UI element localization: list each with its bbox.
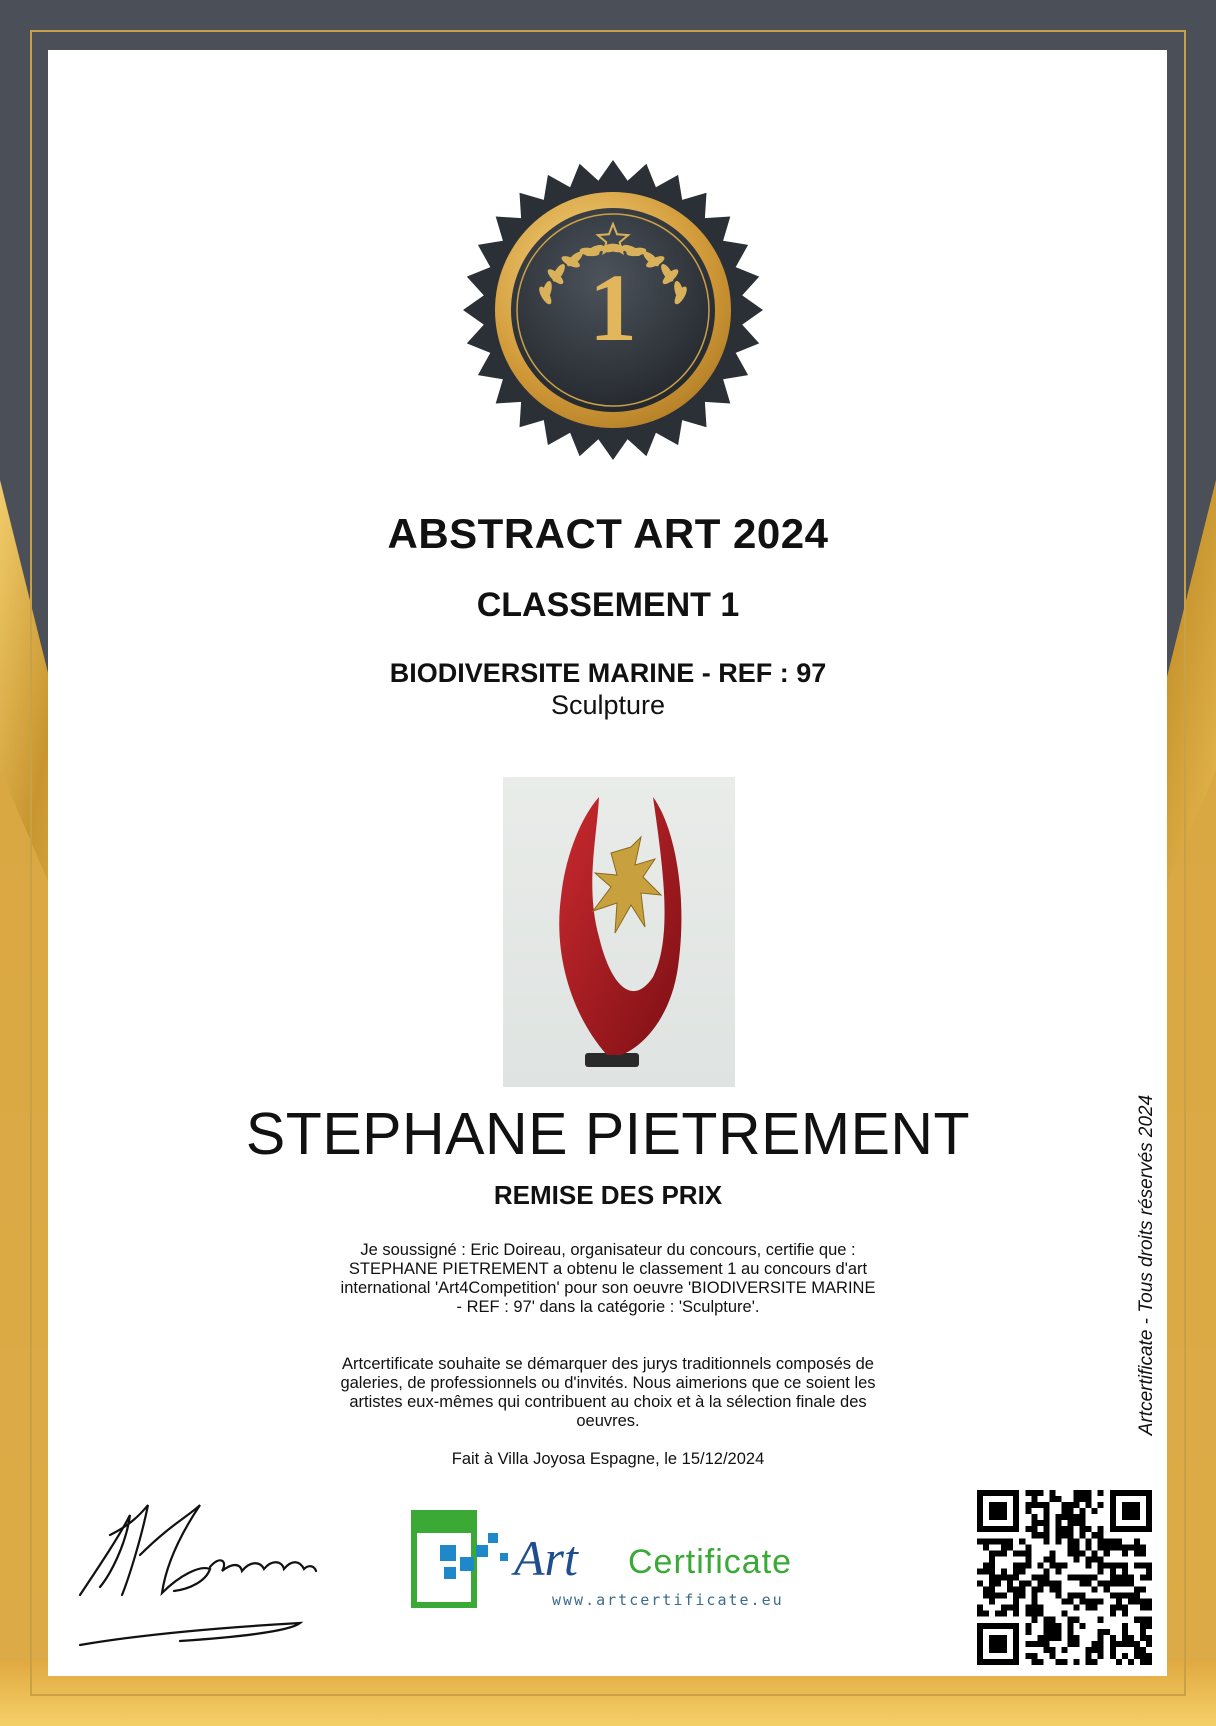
copyright-note: Artcertificate - Tous droits réservés 2024 xyxy=(1136,1094,1157,1436)
certification-statement: Je soussigné : Eric Doireau, organisateur du concours, certifie que : STEPHANE PIETREMENT a obtenu le classement 1 au concours d'art international 'Art4Competition' pour son oeuvre 'BIODIVERSITE MARINE - REF : 97' dans la catégorie : 'Sculpture'. xyxy=(340,1241,876,1316)
artist-name: STEPHANE PIETREMENT xyxy=(245,1101,971,1167)
organizer-signature xyxy=(70,1495,360,1655)
qr-code-icon xyxy=(977,1490,1152,1665)
rank-number: 1 xyxy=(589,254,637,361)
artwork-photo xyxy=(503,777,735,1087)
ceremony-heading: REMISE DES PRIX xyxy=(493,1180,723,1210)
mission-statement: Artcertificate souhaite se démarquer des jurys traditionnels composés de galeries, de professionnels ou d'invités. Nous aimerions que ce soient les artistes eux-mêmes qui contribuent au choix et à la sélection finale des oeuvres. xyxy=(340,1355,876,1430)
place-and-date: Fait à Villa Joyosa Espagne, le 15/12/2024 xyxy=(451,1450,765,1468)
artwork-category: Sculpture xyxy=(550,690,666,720)
logo-certificate-word: Certificate xyxy=(628,1543,793,1581)
logo-art-word: Art xyxy=(514,1530,578,1586)
ranking-label: CLASSEMENT 1 xyxy=(476,586,740,624)
artwork-title: BIODIVERSITE MARINE - REF : 97 xyxy=(389,658,827,688)
rank-medal-icon xyxy=(463,150,763,470)
logo-url: www.artcertificate.eu xyxy=(552,1591,784,1609)
artcertificate-logo xyxy=(410,1505,830,1615)
competition-title: ABSTRACT ART 2024 xyxy=(387,510,829,557)
